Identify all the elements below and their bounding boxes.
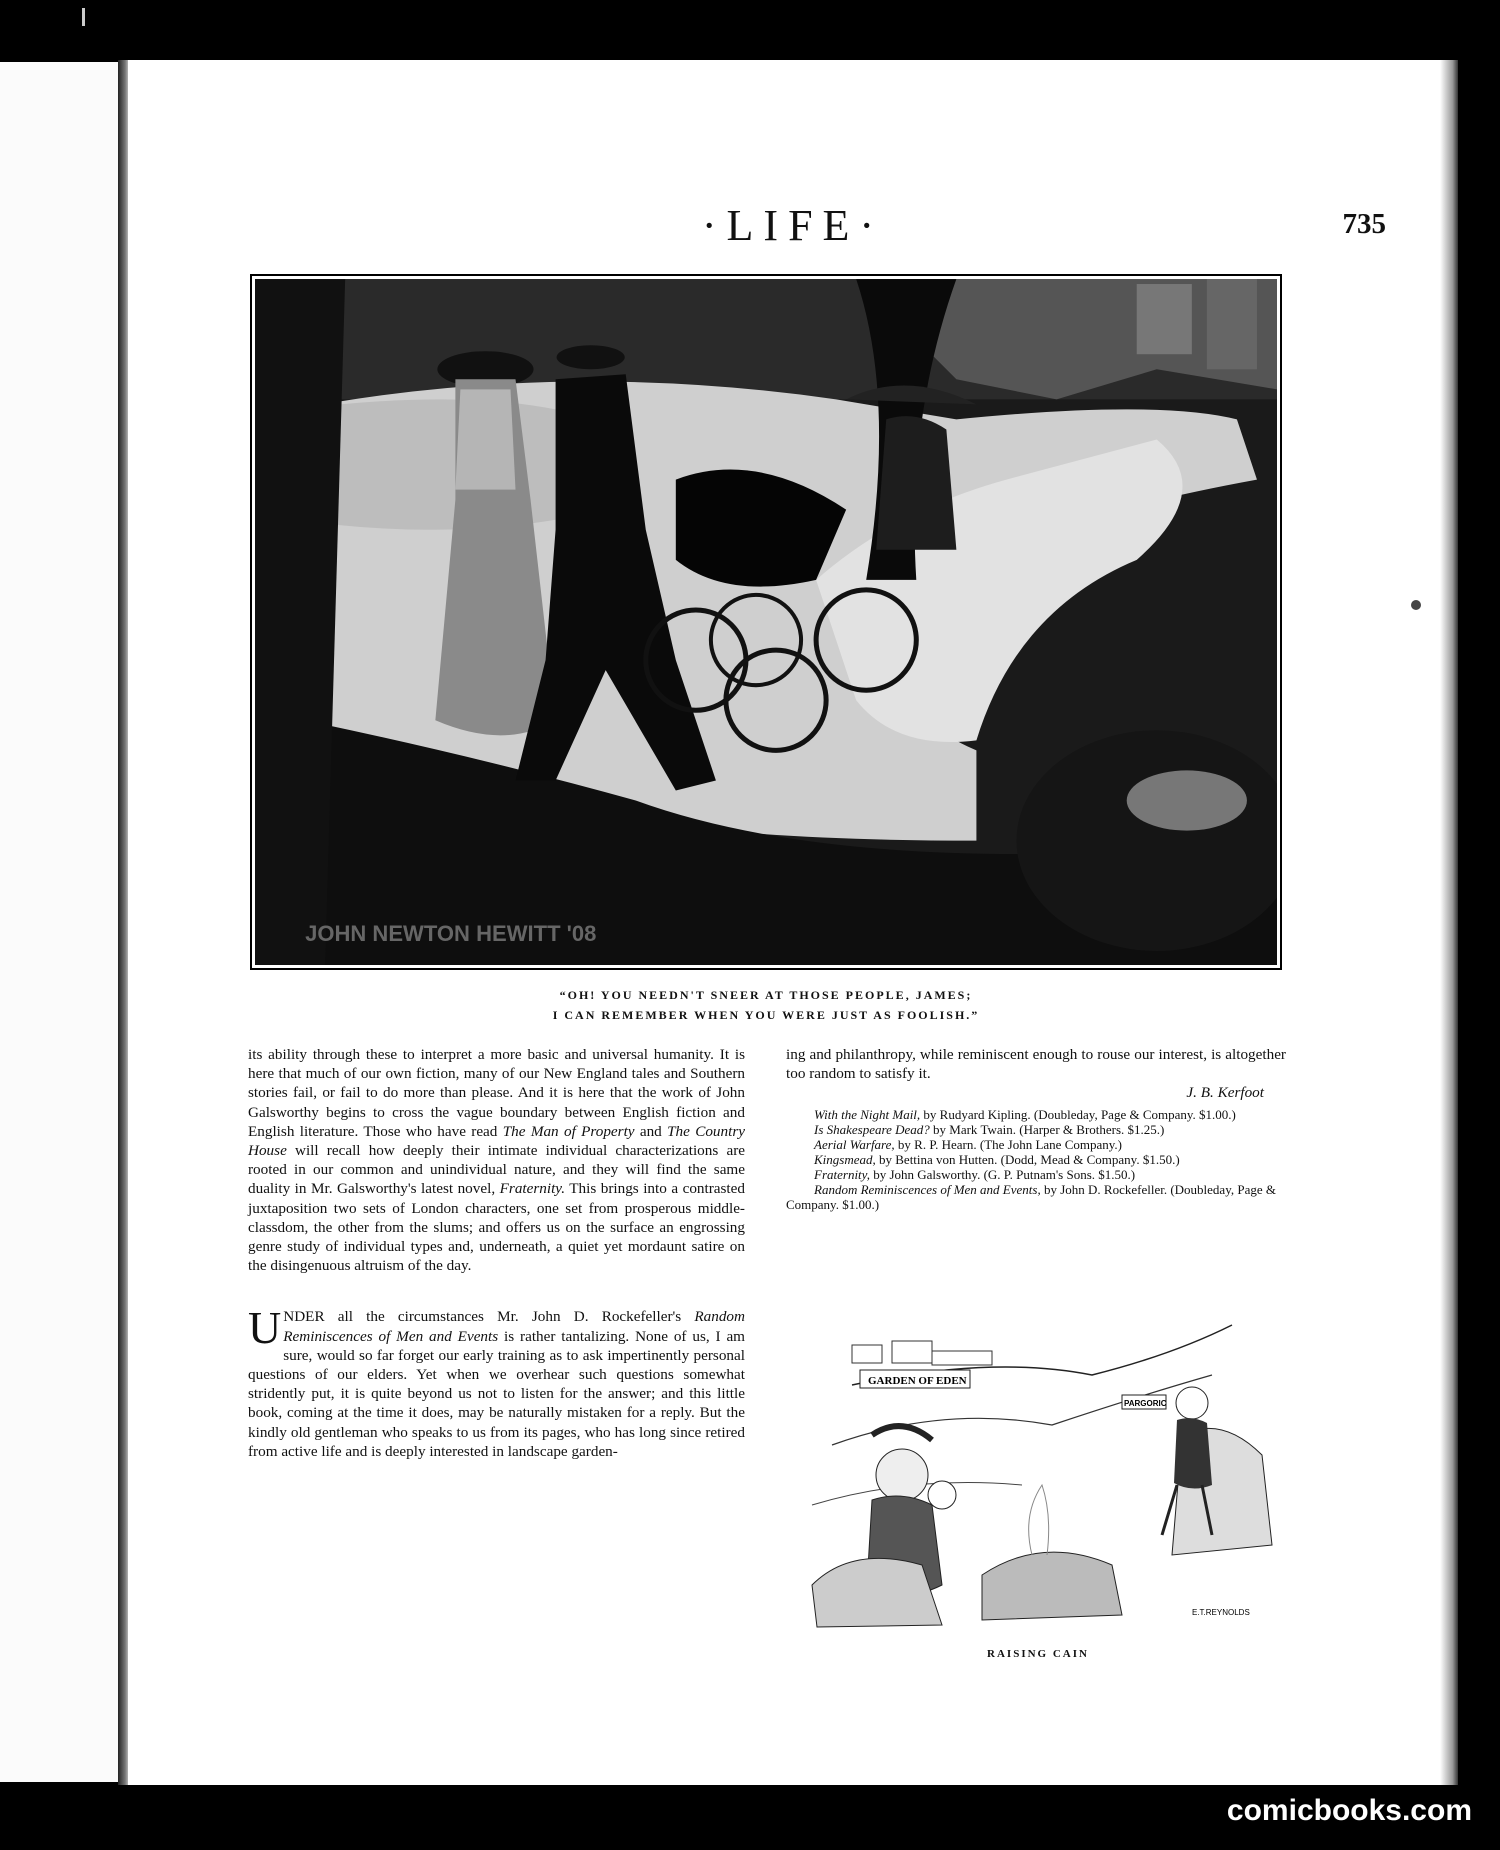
cartoon-caption: RAISING CAIN: [987, 1648, 1089, 1660]
book-entry: Is Shakespeare Dead? by Mark Twain. (Harper & Brothers. $1.25.): [814, 1121, 1165, 1137]
artist-signature: JOHN NEWTON HEWITT '08: [305, 920, 597, 946]
magazine-page: [128, 60, 1458, 1785]
facing-page-edge: [0, 62, 118, 1782]
review-paragraph: its ability through these to interpret a more basic and universal humanity. It is here that much of our own fiction, many of our New England tales and Southern stories fail, or fail to do more than please. And it is here that the work of John Galsworthy begins to cross the vague boundary between English fiction and English literature. Those who have read The Man of Property and The Country House will recall how deeply their intimate individual characterizations are rooted in our common and unindividual nature, and they will find the same duality in Mr. Galsworthy's latest novel, Fraternity. This brings into a contrasted juxtaposition two sets of London characters, one set from prosperous middle-classdom, the other from the slums; and offers us on the surface an engrossing genre study of individual types and, underneath, a quiet yet mordaunt satire on the disingenuous altruism of the day.: [248, 1046, 745, 1275]
drop-cap: U: [248, 1302, 282, 1354]
watermark: comicbooks.com: [1226, 1794, 1472, 1827]
park-scene-illustration: [255, 279, 1277, 965]
rockefeller-paragraph: UNDER all the circumstances Mr. John D. Rockefeller's Random Reminiscences of Men and Events is rather tantalizing. None of us, I am sure, would so far forget our early training as to ask impertinently personal questions of our elders. Yet when we overhear such questions somewhat stridently put, it is quite beyond us not to listen for the answer; and this little book, coming at the time it does, may be naturally mistaken for a reply. But the kindly old gentleman who speaks to us from its pages, who has long since retired from active life and is deeply interested in landscape garden-: [248, 1302, 745, 1460]
main-illustration: [250, 274, 1282, 970]
raising-cain-cartoon: [792, 1315, 1284, 1637]
book-list: [786, 1107, 1286, 1212]
scan-mark: [82, 8, 85, 26]
page-number: 735: [1342, 208, 1386, 240]
book-entry: Aerial Warfare, by R. P. Hearn. (The John Lane Company.): [814, 1136, 1122, 1152]
reviewer-signature: J. B. Kerfoot: [1186, 1084, 1264, 1102]
caption-line-1: “OH! YOU NEEDN'T SNEER AT THOSE PEOPLE, JAMES;: [559, 988, 973, 1002]
continued-paragraph: ing and philanthropy, while reminiscent enough to rouse our interest, is altogether too random to satisfy it.: [786, 1046, 1286, 1083]
book-entry: Kingsmead, by Bettina von Hutten. (Dodd, Mead & Company. $1.50.): [814, 1151, 1180, 1167]
cartoon-artist-signature: E.T.REYNOLDS: [1192, 1608, 1250, 1617]
caption-line-2: I CAN REMEMBER WHEN YOU WERE JUST AS FOOLISH.”: [552, 1008, 980, 1022]
book-entry: With the Night Mail, by Rudyard Kipling. (Doubleday, Page & Company. $1.00.): [814, 1106, 1236, 1122]
bottle-label: PARGORIC: [1124, 1399, 1167, 1408]
book-entry: Random Reminiscences of Men and Events, by John D. Rockefeller. (Doubleday, Page & Company. $1.00.): [786, 1181, 1276, 1212]
left-column: [248, 1045, 745, 1461]
right-column: [786, 1045, 1286, 1212]
page-edge: [1440, 60, 1458, 1785]
book-entry: Fraternity, by John Galsworthy. (G. P. Putnam's Sons. $1.50.): [814, 1166, 1136, 1182]
punch-hole: [1411, 600, 1421, 610]
illustration-caption: [250, 985, 1282, 1025]
masthead-title: ·LIFE·: [701, 201, 885, 250]
eden-sign: GARDEN OF EDEN: [868, 1375, 967, 1387]
